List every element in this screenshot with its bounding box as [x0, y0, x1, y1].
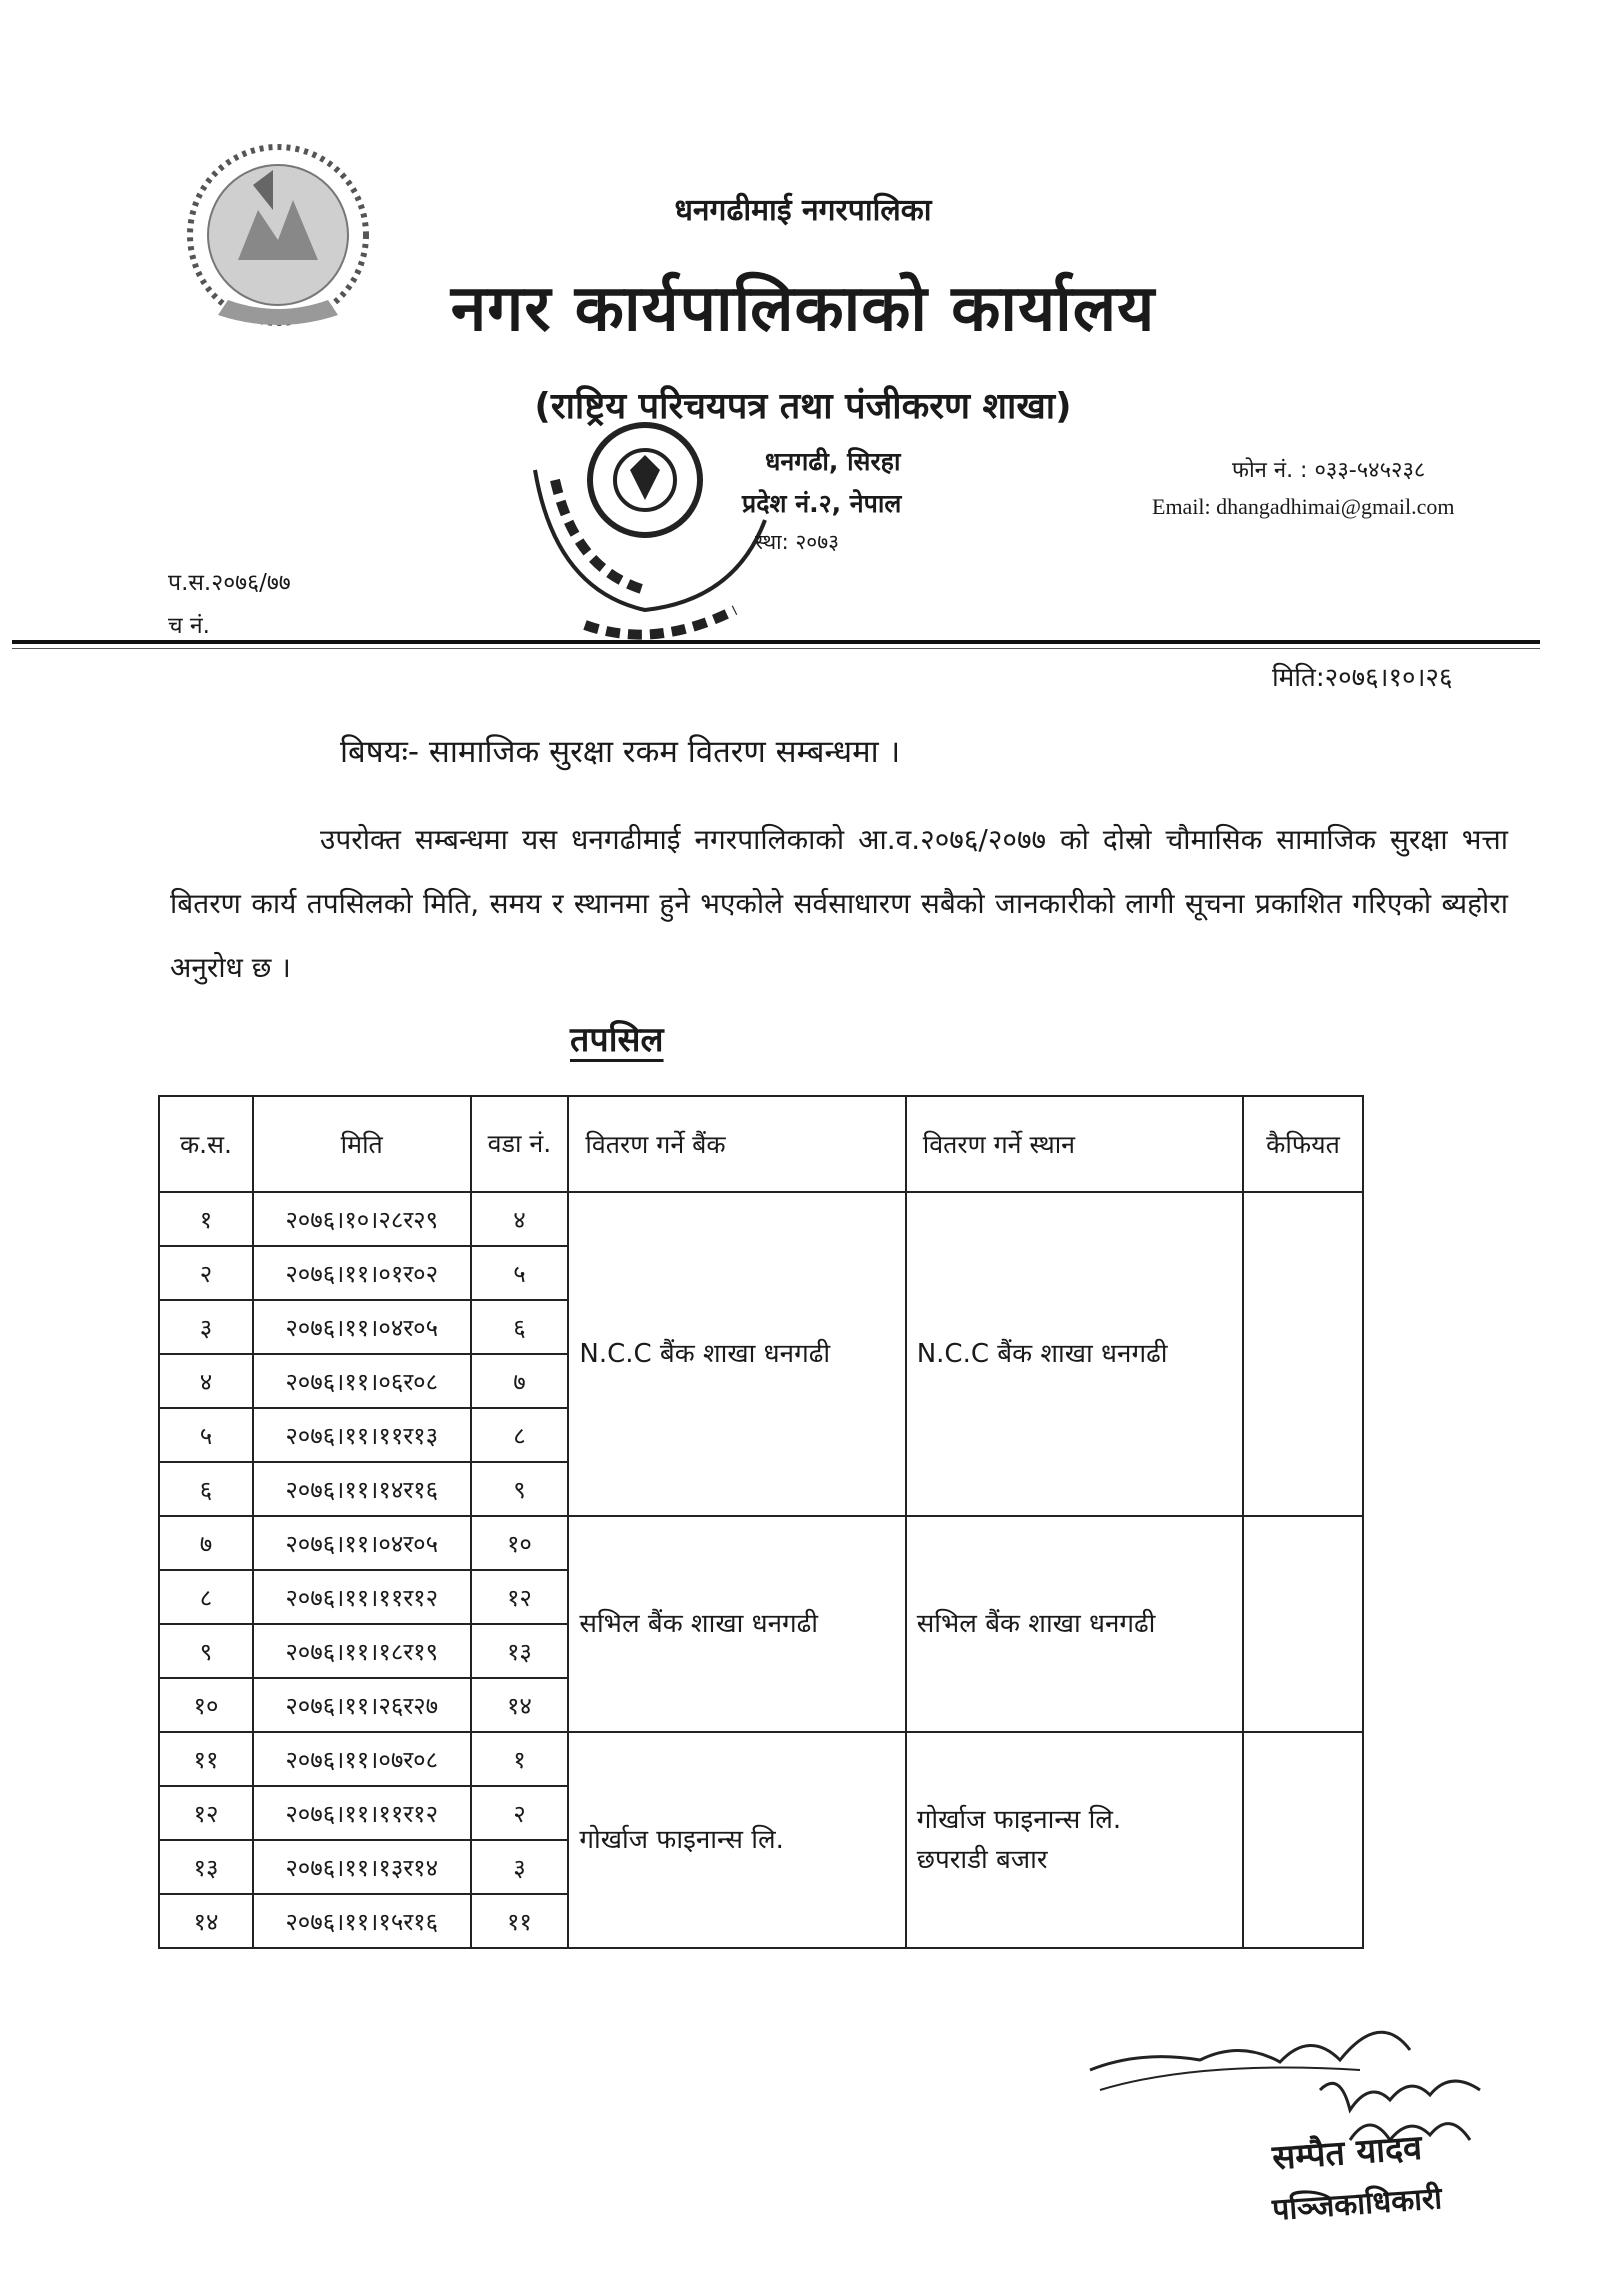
address-line-2: प्रदेश नं.२, नेपाल	[742, 489, 902, 518]
header-sn: क.स.	[159, 1096, 253, 1192]
row-date: २०७६।११।१३र१४	[253, 1840, 471, 1894]
row-ward: १	[471, 1732, 569, 1786]
row-sn: १२	[159, 1786, 253, 1840]
letter-subject: बिषयः- सामाजिक सुरक्षा रकम वितरण सम्बन्धमा ।	[340, 734, 901, 770]
row-date: २०७६।११।०१र०२	[253, 1246, 471, 1300]
row-sn: १३	[159, 1840, 253, 1894]
row-sn: ९	[159, 1624, 253, 1678]
table-row	[159, 1192, 1363, 1246]
group-place: सभिल बैंक शाखा धनगढी	[906, 1516, 1243, 1732]
table-row	[159, 1516, 1363, 1570]
header-divider-thin	[12, 648, 1540, 649]
row-ward: ६	[471, 1300, 569, 1354]
row-sn: ३	[159, 1300, 253, 1354]
group-remarks	[1243, 1192, 1363, 1516]
group-place-line-2: छपराडी बजार	[916, 1845, 1048, 1875]
row-date: २०७६।११।१८र१९	[253, 1624, 471, 1678]
office-title: नगर कार्यपालिकाको कार्यालय	[450, 272, 1156, 346]
header-bank: वितरण गर्ने बैंक	[568, 1096, 905, 1192]
row-ward: ११	[471, 1894, 569, 1948]
row-date: २०७६।१०।२८र२९	[253, 1192, 471, 1246]
signatory-name: सम्पैत यादव	[1270, 2127, 1424, 2179]
established-year: स्था: २०७३	[755, 530, 840, 554]
group-remarks	[1243, 1516, 1363, 1732]
row-date: २०७६।११।१४र१६	[253, 1462, 471, 1516]
municipality-name: धनगढीमाई नगरपालिका	[674, 193, 932, 228]
header-divider	[12, 640, 1540, 644]
group-place	[906, 1732, 1243, 1948]
group-bank: N.C.C बैंक शाखा धनगढी	[568, 1192, 905, 1516]
row-date: २०७६।११।०४र०५	[253, 1516, 471, 1570]
header-place: वितरण गर्ने स्थान	[906, 1096, 1243, 1192]
row-date: २०७६।११।११र१२	[253, 1786, 471, 1840]
row-ward: ४	[471, 1192, 569, 1246]
section-name: (राष्ट्रिय परिचयपत्र तथा पंजीकरण शाखा)	[534, 386, 1072, 427]
group-bank: गोर्खाज फाइनान्स लि.	[568, 1732, 905, 1948]
row-ward: १३	[471, 1624, 569, 1678]
office-stamp-icon	[505, 410, 785, 660]
row-sn: ४	[159, 1354, 253, 1408]
row-date: २०७६।११।०७र०८	[253, 1732, 471, 1786]
group-place: N.C.C बैंक शाखा धनगढी	[906, 1192, 1243, 1516]
letter-body: उपरोक्त सम्बन्धमा यस धनगढीमाई नगरपालिकाको आ.व.२०७६/२०७७ को दोस्रो चौमासिक सामाजिक सुरक्षा भत्ता बितरण कार्य तपसिलको मिति, समय र स्थानमा हुने भएकोले सर्वसाधारण सबैको जानकारीको लागी सूचना प्रकाशित गरिएको ब्यहोरा अनुरोध छ ।	[170, 823, 1508, 984]
row-sn: १	[159, 1192, 253, 1246]
group-bank: सभिल बैंक शाखा धनगढी	[568, 1516, 905, 1732]
row-sn: २	[159, 1246, 253, 1300]
row-sn: ७	[159, 1516, 253, 1570]
row-sn: १०	[159, 1678, 253, 1732]
details-title: तपसिल	[570, 1020, 664, 1060]
row-date: २०७६।११।२६र२७	[253, 1678, 471, 1732]
row-sn: ६	[159, 1462, 253, 1516]
row-sn: ५	[159, 1408, 253, 1462]
address-line-1: धनगढी, सिरहा	[765, 447, 901, 476]
dispatch-number: च नं.	[168, 613, 210, 639]
row-ward: ८	[471, 1408, 569, 1462]
table-header-row	[159, 1096, 1363, 1192]
row-ward: २	[471, 1786, 569, 1840]
row-ward: १०	[471, 1516, 569, 1570]
row-date: २०७६।११।१५र१६	[253, 1894, 471, 1948]
row-date: २०७६।११।०६र०८	[253, 1354, 471, 1408]
table-row	[159, 1732, 1363, 1786]
row-ward: ७	[471, 1354, 569, 1408]
signatory-title: पञ्जिकाधिकारी	[1271, 2181, 1444, 2228]
letter-date: मिति:२०७६।१०।२६	[1272, 663, 1453, 693]
row-ward: १२	[471, 1570, 569, 1624]
email-address: Email: dhangadhimai@gmail.com	[1152, 494, 1455, 519]
header-date: मिति	[253, 1096, 471, 1192]
row-sn: ११	[159, 1732, 253, 1786]
row-sn: १४	[159, 1894, 253, 1948]
row-ward: १४	[471, 1678, 569, 1732]
distribution-table	[158, 1095, 1364, 1949]
row-ward: ५	[471, 1246, 569, 1300]
row-sn: ८	[159, 1570, 253, 1624]
row-ward: ९	[471, 1462, 569, 1516]
row-date: २०७६।११।११र१३	[253, 1408, 471, 1462]
group-remarks	[1243, 1732, 1363, 1948]
reference-number: प.स.२०७६/७७	[168, 570, 291, 596]
phone-number: फोन नं. : ०३३-५४५२३८	[1232, 458, 1426, 483]
header-remarks: कैफियत	[1243, 1096, 1363, 1192]
row-date: २०७६।११।११र१२	[253, 1570, 471, 1624]
group-place-line-1: गोर्खाज फाइनान्स लि.	[916, 1805, 1122, 1835]
row-date: २०७६।११।०४र०५	[253, 1300, 471, 1354]
header-ward: वडा नं.	[471, 1096, 569, 1192]
row-ward: ३	[471, 1840, 569, 1894]
